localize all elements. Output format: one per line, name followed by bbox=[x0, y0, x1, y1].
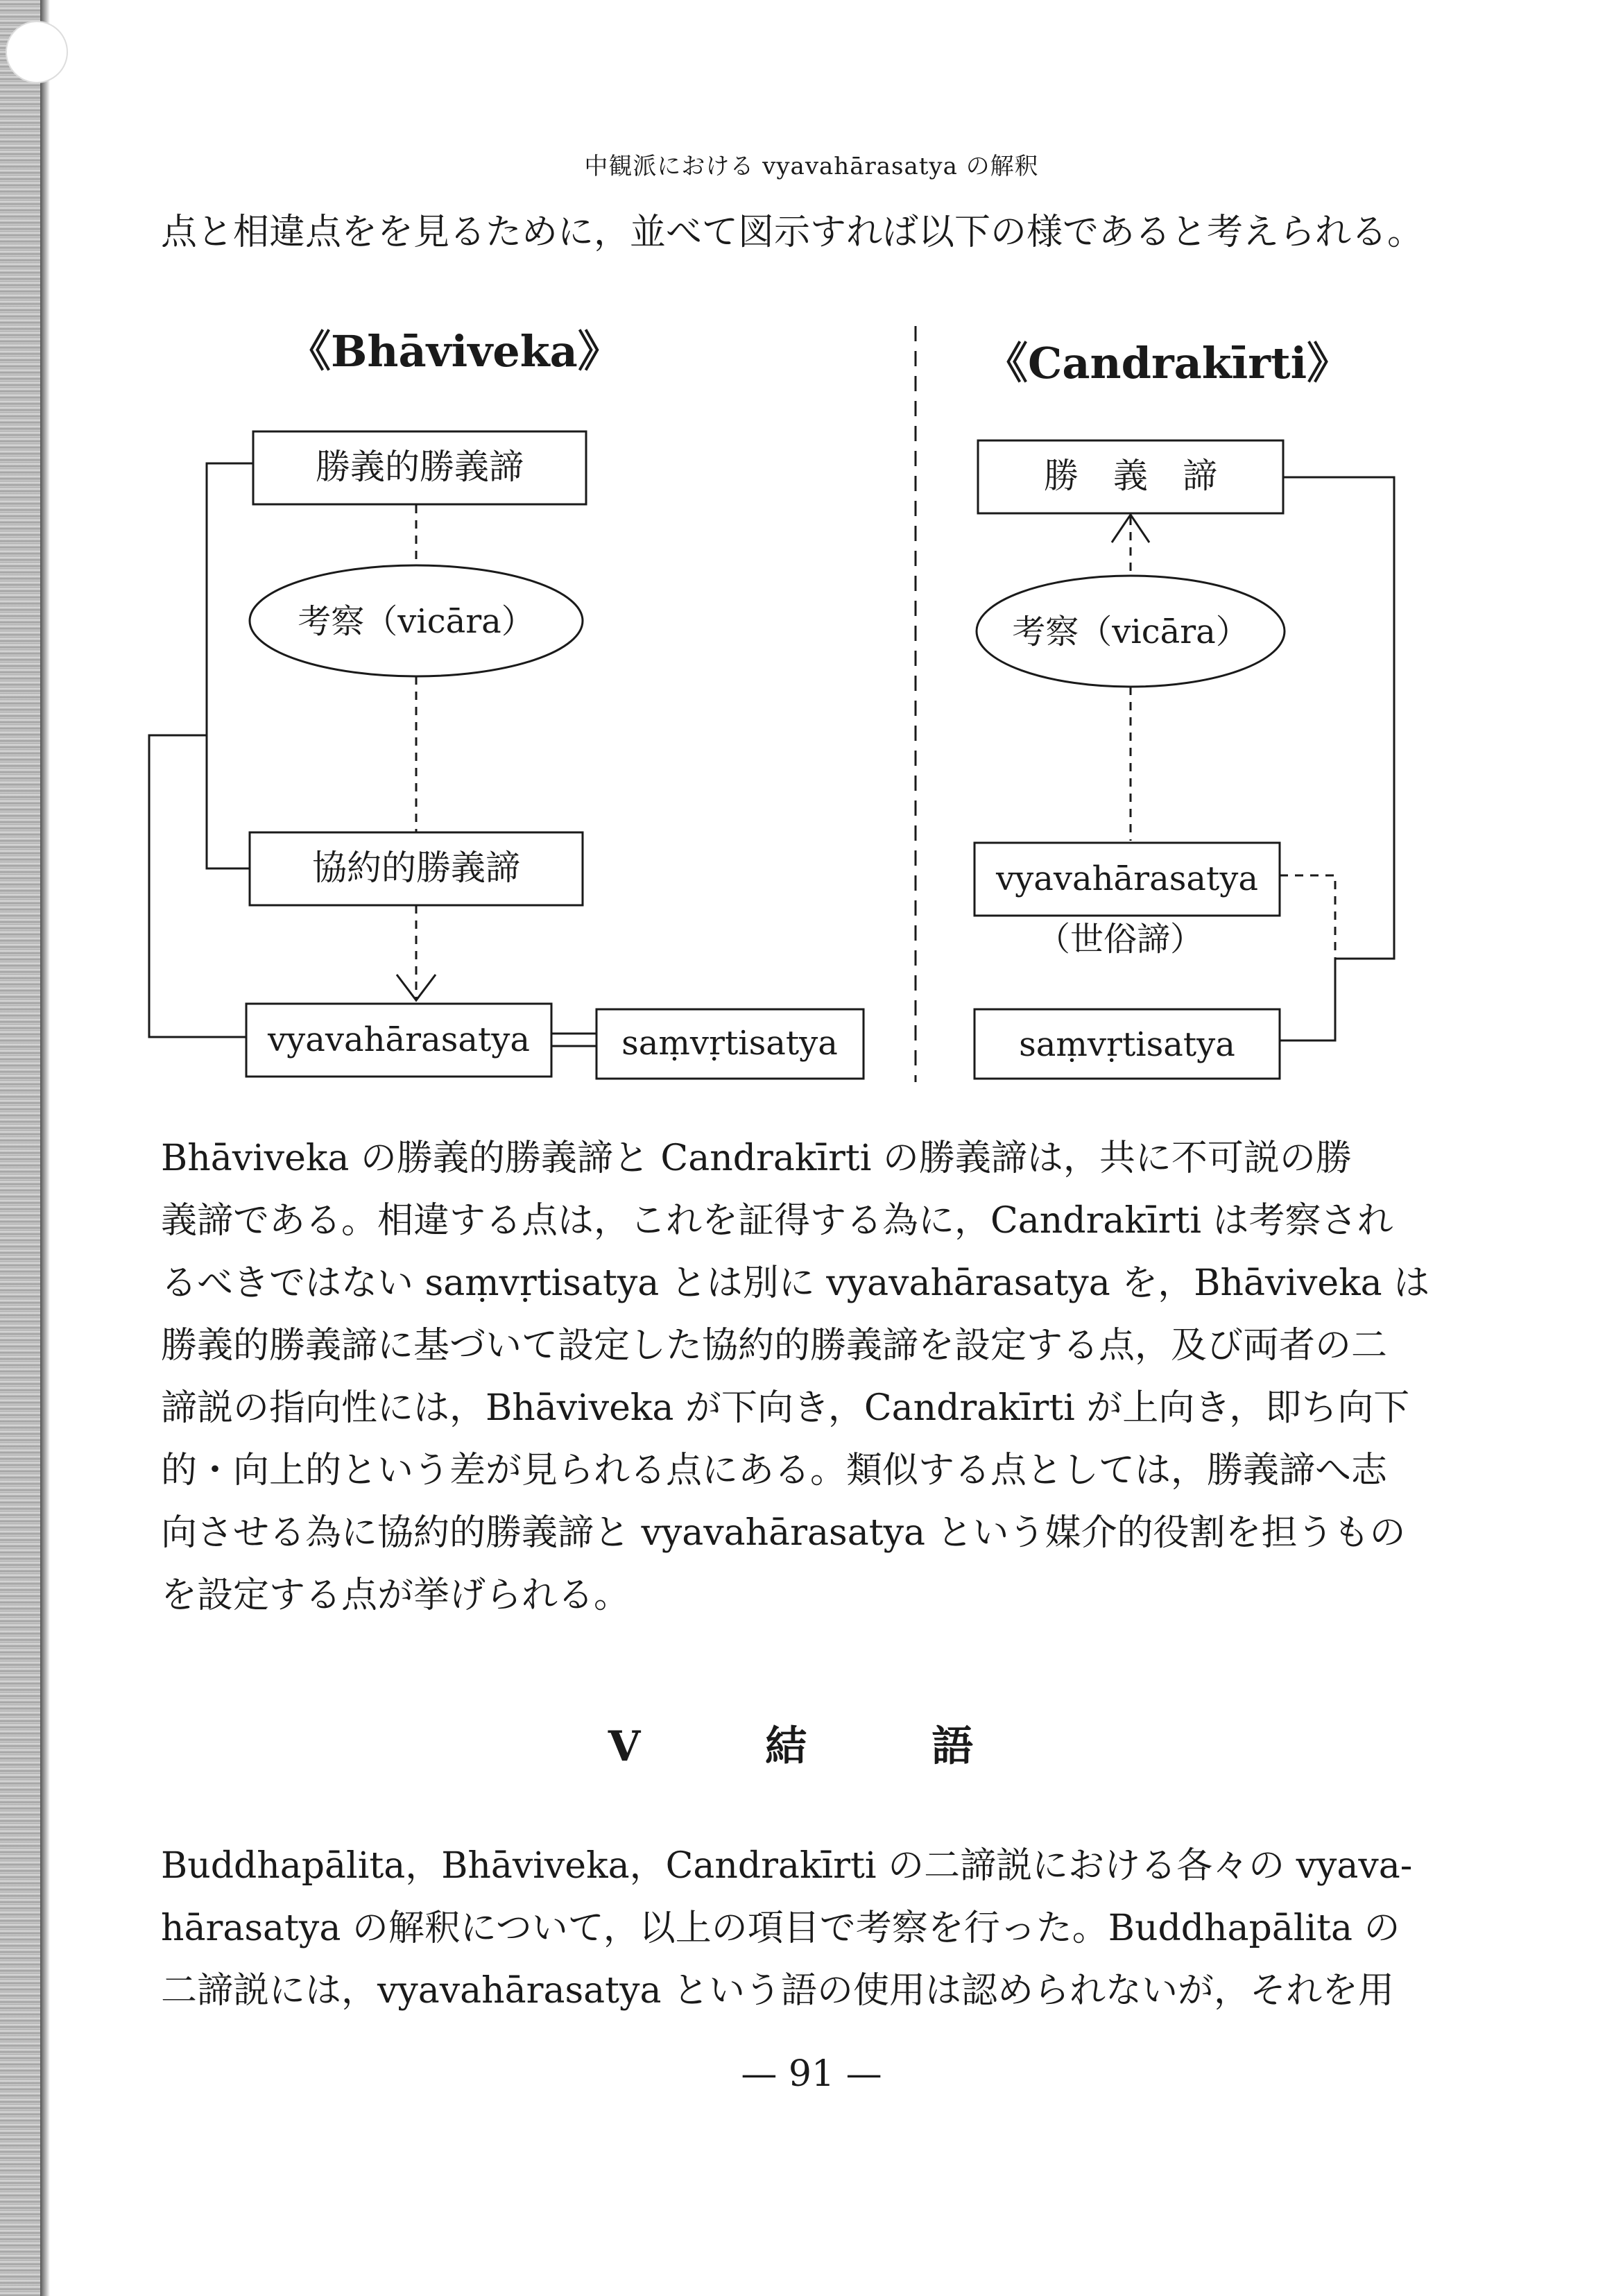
para1-line-5: 諦説の指向性には，Bhāviveka が下向き，Candrakīrti が上向き，即ち向下 bbox=[161, 1387, 1410, 1429]
candrakirti-arrowhead bbox=[1112, 515, 1149, 542]
bhaviveka-box-vyava-label: vyavahārasatya bbox=[268, 1020, 530, 1059]
bhaviveka-box-mid-label: 協約的勝義諦 bbox=[312, 848, 520, 888]
section-heading: V 結 語 bbox=[608, 1722, 1015, 1771]
intro-line: 点と相違点をを見るために，並べて図示すれば以下の様であると考えられる。 bbox=[161, 212, 1424, 253]
bhaviveka-inner-bracket bbox=[207, 463, 253, 868]
bhaviveka-box-top-label: 勝義的勝義諦 bbox=[316, 447, 524, 487]
para1-line-1: Bhāviveka の勝義的勝義諦と Candrakīrti の勝義諦は，共に不可説の勝 bbox=[161, 1138, 1352, 1179]
candrakirti-vyava-note: （世俗諦） bbox=[1036, 920, 1204, 959]
candrakirti-box-vyava-label: vyavahārasatya bbox=[996, 859, 1258, 898]
candrakirti-inner-bracket bbox=[1280, 959, 1335, 1040]
punch-hole bbox=[6, 21, 68, 83]
para2-line-2: hārasatya の解釈について，以上の項目で考察を行った。Buddhapālita の bbox=[161, 1908, 1400, 1949]
para1-line-8: を設定する点が挙げられる。 bbox=[161, 1575, 630, 1616]
candrakirti-outer-bracket bbox=[1283, 477, 1394, 959]
para1-line-2: 義諦である。相違する点は，これを証得する為に，Candrakīrti は考察され bbox=[161, 1200, 1393, 1242]
bhaviveka-box-samvrti bbox=[596, 1009, 864, 1079]
candrakirti-dashed-link bbox=[1280, 875, 1335, 959]
para2-line-3: 二諦説には，vyavahārasatya という語の使用は認められないが，それを用 bbox=[161, 1970, 1394, 2012]
candrakirti-box-samvrti bbox=[974, 1009, 1280, 1079]
page-number: — 91 — bbox=[741, 2053, 882, 2095]
candrakirti-ellipse bbox=[977, 576, 1285, 687]
running-head: 中観派における vyavahārasatya の解釈 bbox=[584, 153, 1039, 180]
candrakirti-title: 《Candrakīrti》 bbox=[985, 338, 1350, 388]
para1-line-3: るべきではない saṃvṛtisatya とは別に vyavahārasatya を，Bhāviveka は bbox=[161, 1262, 1430, 1304]
bhaviveka-outer-bracket bbox=[149, 735, 246, 1037]
bhaviveka-arrowhead bbox=[397, 975, 436, 1000]
bhaviveka-box-vyava bbox=[246, 1004, 551, 1077]
para1-line-7: 向させる為に協約的勝義諦と vyavahārasatya という媒介的役割を担うもの bbox=[161, 1512, 1406, 1554]
candrakirti-box-samvrti-label: saṃvṛtisatya bbox=[1019, 1025, 1235, 1064]
bhaviveka-box-samvrti-label: saṃvṛtisatya bbox=[621, 1024, 838, 1063]
bhaviveka-title: 《Bhāviveka》 bbox=[288, 326, 621, 377]
para2-line-1: Buddhapālita，Bhāviveka，Candrakīrti の二諦説における各々の vyava- bbox=[161, 1845, 1413, 1887]
bhaviveka-ellipse bbox=[250, 565, 583, 676]
candrakirti-box-top bbox=[978, 440, 1283, 513]
bhaviveka-box-mid bbox=[250, 832, 583, 905]
bhaviveka-ellipse-label: 考察（vicāra） bbox=[298, 602, 535, 641]
candrakirti-ellipse-label: 考察（vicāra） bbox=[1012, 612, 1249, 651]
candrakirti-box-vyava bbox=[974, 843, 1280, 916]
scan-binding-shadow bbox=[0, 0, 40, 2296]
bhaviveka-box-top bbox=[253, 431, 586, 504]
para1-line-4: 勝義的勝義諦に基づいて設定した協約的勝義諦を設定する点，及び両者の二 bbox=[161, 1325, 1388, 1367]
scan-binding-edge bbox=[40, 0, 50, 2296]
candrakirti-box-top-label: 勝 義 諦 bbox=[1044, 456, 1217, 496]
para1-line-6: 的・向上的という差が見られる点にある。類似する点としては，勝義諦へ志 bbox=[161, 1450, 1388, 1491]
